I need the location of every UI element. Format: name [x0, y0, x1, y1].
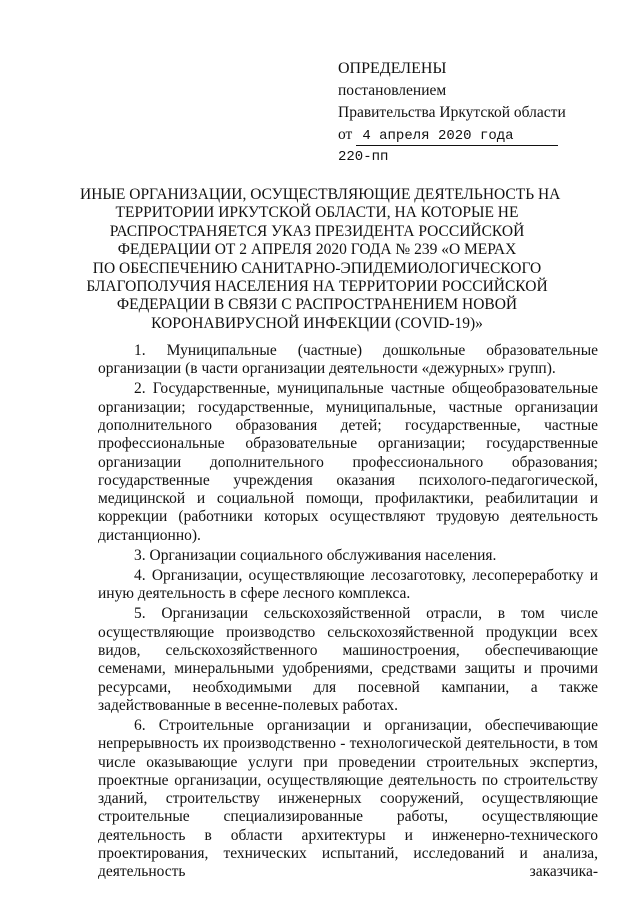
item-number: 6. — [134, 716, 146, 734]
list-item — [98, 605, 598, 715]
document-title — [80, 186, 561, 333]
list-item — [98, 380, 598, 545]
item-text: Государственные, муниципальные частные общеобразовательные организации; государственные, муниципальные, частные организации дополнительного образования детей; государственные, частные профессиональные образовательные организации; государственные организации дополнительного профессионального образования; государственные учреждения оказания психолого-педагогической, медицинской и социальной помощи, профилактики, реабилитации и коррекции (работники которых осуществляют трудовую деятельность дистанционно). — [98, 380, 599, 544]
approval-line-1: постановлением — [338, 82, 447, 99]
title-line: ПО ОБЕСПЕЧЕНИЮ САНИТАРНО-ЭПИДЕМИОЛОГИЧЕСКОГО — [92, 259, 542, 277]
title-line: БЛАГОПОЛУЧИЯ НАСЕЛЕНИЯ НА ТЕРРИТОРИИ РОССИЙСКОЙ — [86, 278, 548, 296]
title-line: ИНЫЕ ОРГАНИЗАЦИИ, ОСУЩЕСТВЛЯЮЩИЕ ДЕЯТЕЛЬНОСТЬ НА — [80, 186, 561, 203]
title-line: ТЕРРИТОРИИ ИРКУТСКОЙ ОБЛАСТИ, НА КОТОРЫЕ НЕ — [115, 204, 519, 222]
title-line: РАСПРОСТРАНЯЕТСЯ УКАЗ ПРЕЗИДЕНТА РОССИЙСКОЙ — [109, 222, 525, 240]
approval-date: 4 апреля 2020 года — [356, 127, 558, 146]
item-number: 2. — [134, 380, 146, 398]
item-number: 4. — [134, 566, 146, 584]
list-item — [98, 567, 598, 604]
item-text: Муниципальные (частные) дошкольные образовательные организации (в части организации деятельности «дежурных» групп). — [98, 342, 598, 378]
title-line: КОРОНАВИРУСНОЙ ИНФЕКЦИИ (COVID-19)» — [151, 314, 483, 332]
item-text: Организации сельскохозяйственной отрасли, в том числе осуществляющие производство сельскохозяйственной продукции всех видов, сельскохозяйственного машиностроения, обеспечивающие семенами, минеральными удобрениями, средствами защиты и прочими ресурсами, необходимыми для посевной кампании, а также задействованные в весенне-полевых работах. — [98, 605, 598, 714]
item-number: 5. — [134, 605, 146, 623]
item-text: Организации, осуществляющие лесозаготовку, лесопереработку и иную деятельность в сфере лесного комплекса. — [98, 566, 599, 603]
list-item — [98, 717, 598, 882]
document-body — [98, 342, 598, 883]
approval-date-row — [338, 124, 578, 146]
approval-heading: ОПРЕДЕЛЕНЫ — [338, 60, 447, 77]
item-text: Строительные организации и организации, обеспечивающие непрерывность их производственно - технологической деятельности, в том числе оказывающие услуги при проведении строительных экспертиз, проектные организации, осуществляющие деятельность по строительству зданий, строительству инженерных сооружений, осуществляющие строительные специализированные работы, осуществляющие деятельность в области архитектуры и инженерно-технического проектирования, технических испытаний, исследований и анализа, деятельность заказчика- — [98, 716, 598, 881]
item-text: Организации социального обслуживания населения. — [149, 546, 497, 564]
title-line: ФЕДЕРАЦИИ ОТ 2 АПРЕЛЯ 2020 ГОДА № 239 «О МЕРАХ — [117, 241, 517, 259]
approval-number-row — [338, 148, 578, 165]
list-item — [98, 342, 598, 379]
item-number: 1. — [134, 342, 146, 359]
date-prefix: от — [338, 126, 353, 143]
approval-line-2: Правительства Иркутской области — [338, 104, 566, 121]
title-line: ФЕДЕРАЦИИ В СВЯЗИ С РАСПРОСТРАНЕНИЕМ НОВОЙ — [116, 296, 518, 314]
approval-number: 220-пп — [338, 149, 389, 165]
item-number: 3. — [134, 546, 146, 564]
approval-block — [338, 58, 578, 165]
list-item — [98, 547, 598, 565]
